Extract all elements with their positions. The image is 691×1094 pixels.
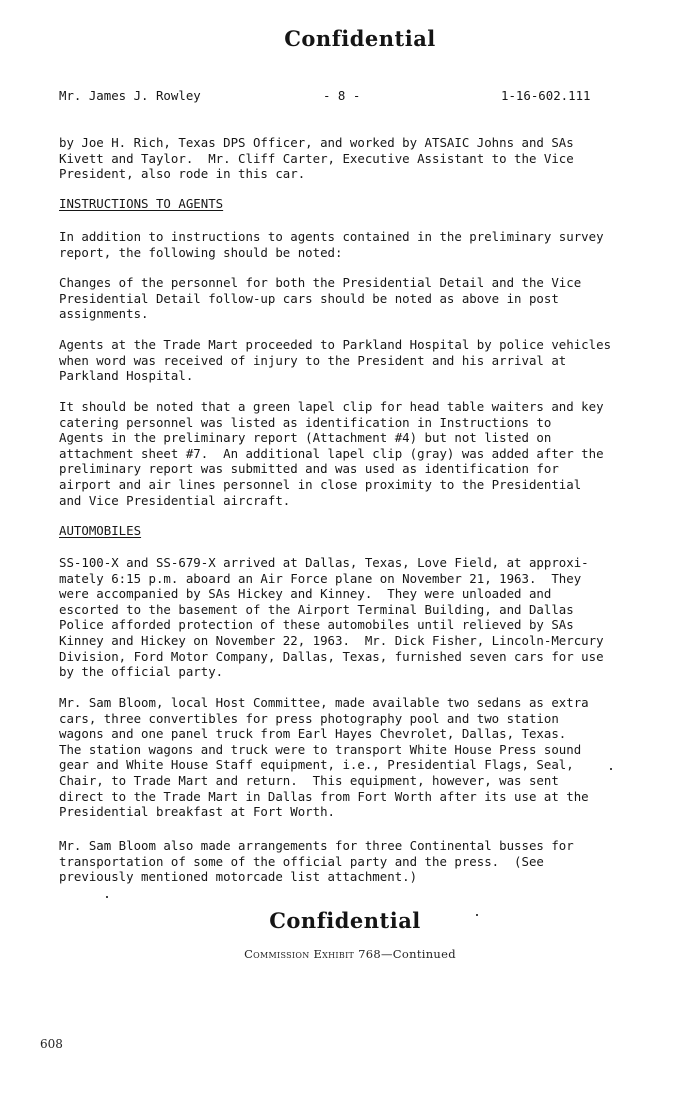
- text-line: when word was received of injury to the President and his arrival at: [59, 352, 567, 368]
- text-line: Kivett and Taylor. Mr. Cliff Carter, Executive Assistant to the Vice: [59, 150, 574, 166]
- text-line: assignments.: [59, 306, 149, 322]
- paragraph-lapel-clips: [59, 399, 669, 508]
- confidential-stamp-top: Confidential: [284, 26, 436, 51]
- text-line: Presidential breakfast at Fort Worth.: [59, 804, 336, 820]
- paragraph-instructions-intro: [59, 229, 669, 260]
- page-number: 608: [40, 1037, 63, 1051]
- text-line: attachment sheet #7. An additional lapel clip (gray) was added after the: [59, 445, 604, 461]
- text-line: Mr. Sam Bloom, local Host Committee, made available two sedans as extra: [59, 695, 589, 710]
- text-line: by the official party.: [59, 664, 224, 680]
- header-addressee: Mr. James J. Rowley: [59, 88, 201, 103]
- text-line: Kinney and Hickey on November 22, 1963. Mr. Dick Fisher, Lincoln-Mercury: [59, 632, 604, 648]
- text-line: In addition to instructions to agents contained in the preliminary survey: [59, 229, 604, 244]
- text-line: were accompanied by SAs Hickey and Kinney. They were unloaded and: [59, 586, 552, 602]
- text-line: Police afforded protection of these automobiles until relieved by SAs: [59, 617, 574, 633]
- text-line: preliminary report was submitted and was used as identification for: [59, 461, 559, 477]
- text-line: and Vice Presidential aircraft.: [59, 492, 291, 508]
- text-line: It should be noted that a green lapel clip for head table waiters and key: [59, 399, 604, 414]
- ink-speck: [610, 768, 612, 770]
- text-line: cars, three convertibles for press photography pool and two station: [59, 710, 559, 726]
- text-line: Chair, to Trade Mart and return. This equipment, however, was sent: [59, 772, 559, 788]
- text-line: SS-100-X and SS-679-X arrived at Dallas, Texas, Love Field, at approxi-: [59, 555, 589, 570]
- text-line: report, the following should be noted:: [59, 244, 343, 260]
- ink-speck: [106, 896, 108, 898]
- text-line: gear and White House Staff equipment, i.e., Presidential Flags, Seal,: [59, 757, 574, 773]
- text-line: wagons and one panel truck from Earl Hayes Chevrolet, Dallas, Texas.: [59, 726, 567, 742]
- paragraph-parkland-hospital: [59, 337, 669, 384]
- text-line: The station wagons and truck were to transport White House Press sound: [59, 741, 582, 757]
- paragraph-personnel-changes: [59, 275, 669, 322]
- exhibit-caption-prefix: Commission Exhibit: [244, 947, 355, 961]
- confidential-stamp-bottom: Confidential: [269, 908, 421, 933]
- paragraph-car-assignment: [59, 135, 669, 182]
- paragraph-presidential-cars: [59, 555, 669, 680]
- exhibit-caption-suffix: —Continued: [381, 947, 456, 961]
- text-line: by Joe H. Rich, Texas DPS Officer, and worked by ATSAIC Johns and SAs: [59, 135, 574, 150]
- paragraph-continental-busses: [59, 838, 669, 885]
- heading-instructions-to-agents: INSTRUCTIONS TO AGENTS: [59, 196, 224, 211]
- header-file-number: 1-16-602.111: [501, 88, 591, 103]
- text-line: Presidential Detail follow-up cars should be noted as above in post: [59, 290, 559, 306]
- text-line: Mr. Sam Bloom also made arrangements for three Continental busses for: [59, 838, 574, 853]
- header-page-number: - 8 -: [323, 88, 361, 103]
- text-line: Agents in the preliminary report (Attachment #4) but not listed on: [59, 430, 552, 446]
- text-line: mately 6:15 p.m. aboard an Air Force plane on November 21, 1963. They: [59, 570, 582, 586]
- text-line: Changes of the personnel for both the Presidential Detail and the Vice: [59, 275, 582, 290]
- text-line: previously mentioned motorcade list attachment.): [59, 869, 418, 885]
- text-line: President, also rode in this car.: [59, 166, 306, 182]
- text-line: direct to the Trade Mart in Dallas from Fort Worth after its use at the: [59, 788, 589, 804]
- text-line: transportation of some of the official party and the press. (See: [59, 853, 544, 869]
- text-line: Division, Ford Motor Company, Dallas, Texas, furnished seven cars for use: [59, 648, 604, 664]
- text-line: catering personnel was listed as identification in Instructions to: [59, 414, 552, 430]
- heading-automobiles: AUTOMOBILES: [59, 523, 142, 538]
- text-line: Parkland Hospital.: [59, 368, 194, 384]
- text-line: escorted to the basement of the Airport Terminal Building, and Dallas: [59, 601, 574, 617]
- exhibit-caption-number: 768: [358, 947, 381, 961]
- text-line: airport and air lines personnel in close proximity to the Presidential: [59, 476, 582, 492]
- paragraph-host-committee-vehicles: [59, 695, 669, 820]
- text-line: Agents at the Trade Mart proceeded to Parkland Hospital by police vehicles: [59, 337, 612, 352]
- memo-header: [59, 88, 599, 104]
- exhibit-caption: [0, 947, 691, 961]
